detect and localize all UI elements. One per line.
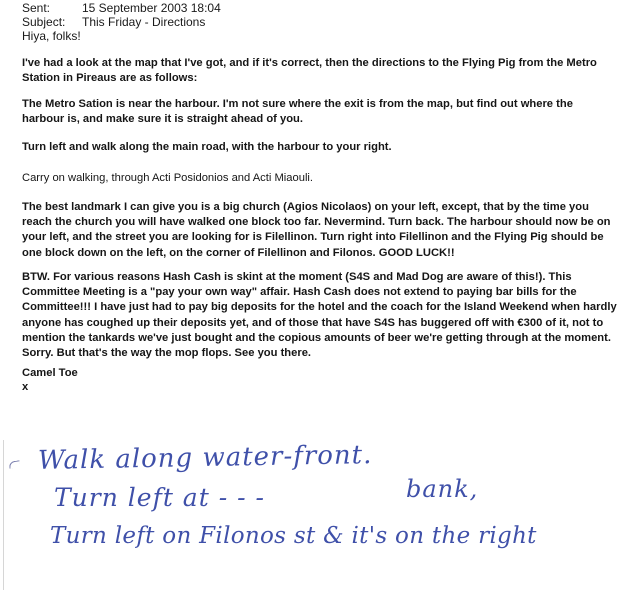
paragraph-btw: BTW. For various reasons Hash Cash is skint at the moment (S4S and Mad Dog are aware of this!). This Committee Meeting is a "pay your own way" affair. Hash Cash does not extend to paying bar bills for the Committee!!! I have just had to pay big deposits for the hotel and the coach for the Island Weekend when hardly anyone has coughed up their deposits yet, and of those that have S4S has buggered off with €300 of it, not to mention the tankards we've just bought and the copious amounts of beer we're getting through at the moment. Sorry. But that's the way the mop flops. See you there. [22, 271, 617, 360]
subject-label: Subject: [22, 15, 66, 29]
scan-edge-line [3, 440, 4, 590]
paragraph-carry-on: Carry on walking, through Acti Posidonios and Acti Miaouli. [22, 172, 314, 184]
handwritten-line-1: Walk along water-front. [37, 440, 373, 476]
handwritten-line-3: Turn left on Filonos st & it's on the right [50, 523, 537, 549]
greeting: Hiya, folks! [22, 29, 81, 43]
sent-label: Sent: [22, 1, 51, 15]
subject-value: This Friday - Directions [82, 15, 206, 29]
handwritten-line-2a: Turn left at - - - [54, 483, 265, 512]
paragraph-turn-left: Turn left and walk along the main road, with the harbour to your right. [22, 141, 392, 153]
paragraph-metro: The Metro Sation is near the harbour. I'm not sure where the exit is from the map, but find out where the harbour is, and make sure it is straight ahead of you. [22, 98, 573, 126]
paragraph-landmark: The best landmark I can give you is a big church (Agios Nicolaos) on your left, except, that by the time you reach the church you will have walked one block too far. Nevermind. Turn back. The harbour should now be on your left, and the street you are looking for is Filellinon. Turn right into Filellinon and the Flying Pig should be one block down on the left, on the corner of Filellinon and Filonos. GOOD LUCK!! [22, 201, 611, 259]
paragraph-intro: I've had a look at the map that I've got, and if it's correct, then the directions to the Flying Pig from the Metro Station in Pireaus are as follows: [22, 57, 597, 85]
sent-row [22, 1, 221, 15]
sign-off: x [22, 381, 29, 393]
sent-value: 15 September 2003 18:04 [82, 1, 221, 15]
signature: Camel Toe [22, 367, 78, 379]
pen-tick-mark [9, 460, 21, 468]
subject-row [22, 15, 205, 29]
handwritten-line-2b: bank, [406, 475, 479, 503]
